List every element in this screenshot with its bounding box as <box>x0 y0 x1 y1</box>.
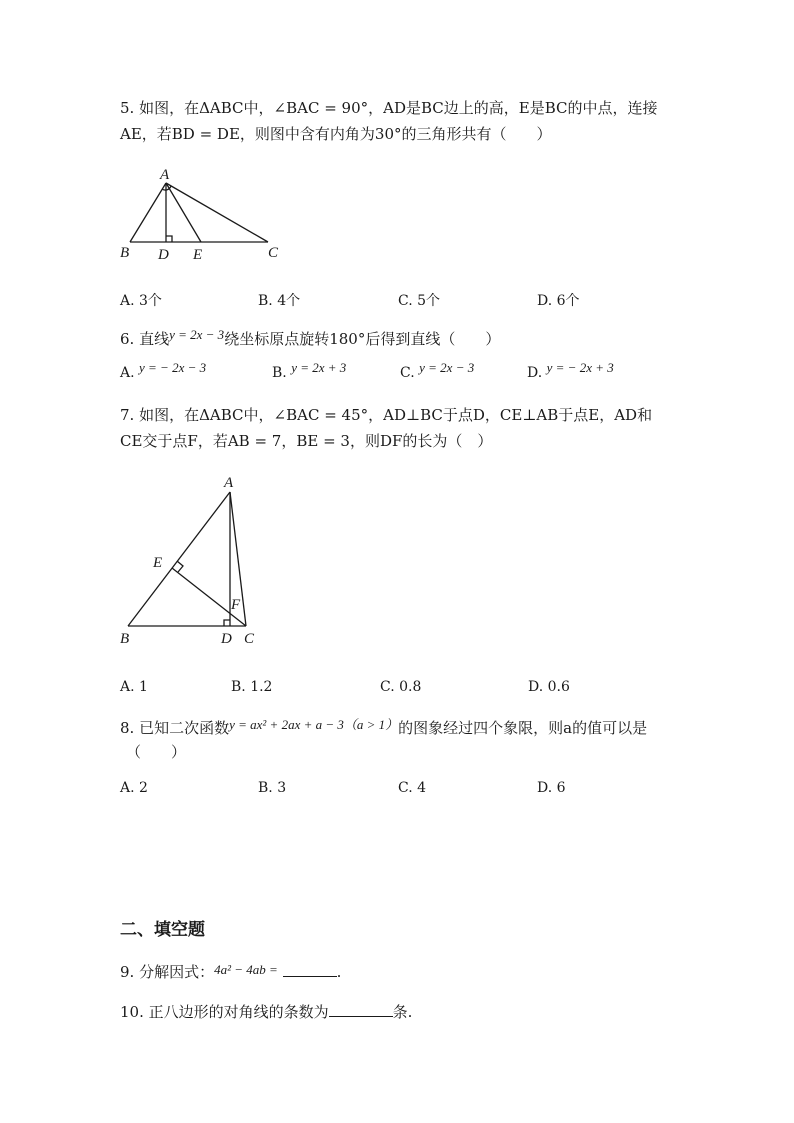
q6-stem-suffix: 绕坐标原点旋转180°后得到直线（ ） <box>224 330 501 348</box>
q8-stem-suffix: 的图象经过四个象限，则a的值可以是 <box>398 719 648 737</box>
q7-option-b[interactable]: B. 1.2 <box>231 679 273 695</box>
q8-option-d[interactable]: D. 6 <box>537 780 566 796</box>
q5-option-c[interactable]: C. 5个 <box>398 293 441 309</box>
q7-side-ab <box>128 492 230 626</box>
q5-triangle-figure <box>110 165 300 265</box>
q9-stem-prefix: 9. 分解因式： <box>120 963 215 981</box>
q8-option-b[interactable]: B. 3 <box>258 780 287 796</box>
q7-right-angle-mark-e <box>177 561 183 572</box>
q10-stem-prefix: 10. 正八边形的对角线的条数为 <box>120 1003 329 1021</box>
q6-stem-prefix: 6. 直线 <box>120 330 170 348</box>
q5-label-c: C <box>268 245 279 261</box>
q8-stem-line1 <box>120 717 647 738</box>
q7-option-a[interactable]: A. 1 <box>120 679 148 695</box>
section-title-fill-in: 二、填空题 <box>120 920 205 940</box>
q8-option-a[interactable]: A. 2 <box>120 780 148 796</box>
q6-option-d[interactable] <box>527 360 614 381</box>
q7-triangle-figure <box>110 470 280 650</box>
q8-stem-line2: （ ） <box>126 743 187 761</box>
q7-label-a: A <box>224 475 234 491</box>
q6-option-d-expr: y = − 2x + 3 <box>546 360 614 375</box>
q5-option-a[interactable]: A. 3个 <box>120 293 162 309</box>
q6-stem <box>120 328 500 349</box>
q7-label-f: F <box>231 597 241 613</box>
q6-option-a-letter: A. <box>120 365 135 381</box>
q6-option-c-expr: y = 2x − 3 <box>419 360 475 375</box>
q9-stem-end: . <box>336 963 342 981</box>
q6-stem-expression: y = 2x − 3 <box>169 327 225 342</box>
q5-stem-line1: 5. 如图，在ΔABC中，∠BAC = 90°，AD是BC边上的高，E是BC的中点，连接 <box>120 99 658 117</box>
q10-stem-end: 条. <box>392 1003 413 1021</box>
q6-option-b-expr: y = 2x + 3 <box>291 360 347 375</box>
q8-stem-prefix: 8. 已知二次函数 <box>120 719 230 737</box>
q6-option-a[interactable] <box>120 360 207 381</box>
q8-option-c[interactable]: C. 4 <box>398 780 427 796</box>
q6-option-a-expr: y = − 2x − 3 <box>139 360 207 375</box>
q7-option-d[interactable]: D. 0.6 <box>528 679 570 695</box>
q6-option-c-letter: C. <box>400 365 415 381</box>
q7-right-angle-mark-d <box>224 620 230 626</box>
q7-label-b: B <box>120 631 130 647</box>
q5-label-b: B <box>120 245 130 261</box>
q5-label-d: D <box>158 247 169 263</box>
q9-stem <box>120 961 341 982</box>
q6-option-b-letter: B. <box>272 365 287 381</box>
q8-stem-expression: y = ax² + 2ax + a − 3（a > 1） <box>229 717 399 732</box>
q7-stem-line2: CE交于点F，若AB = 7，BE = 3，则DF的长为（ ） <box>120 432 493 450</box>
q6-option-d-letter: D. <box>527 365 543 381</box>
q7-label-c: C <box>244 631 255 647</box>
q7-label-e: E <box>153 555 163 571</box>
q9-answer-blank[interactable] <box>283 976 337 977</box>
q5-median-ae <box>166 183 201 242</box>
q7-option-c[interactable]: C. 0.8 <box>380 679 422 695</box>
q5-label-a: A <box>160 167 170 183</box>
q5-right-angle-mark-d <box>166 236 172 242</box>
q10-answer-blank[interactable] <box>329 1016 393 1017</box>
q5-option-b[interactable]: B. 4个 <box>258 293 301 309</box>
q7-label-d: D <box>221 631 232 647</box>
q10-stem <box>120 1001 412 1022</box>
q5-side-ac <box>166 183 268 242</box>
q6-option-c[interactable] <box>400 360 475 381</box>
q5-label-e: E <box>193 247 203 263</box>
q5-side-ab <box>130 183 166 242</box>
q9-expression: 4a² − 4ab = <box>214 962 278 977</box>
q6-option-b[interactable] <box>272 360 347 381</box>
q7-stem-line1: 7. 如图，在ΔABC中，∠BAC = 45°，AD⊥BC于点D，CE⊥AB于点E，AD和 <box>120 406 653 424</box>
q5-stem-line2: AE，若BD = DE，则图中含有内角为30°的三角形共有（ ） <box>120 125 552 143</box>
q5-option-d[interactable]: D. 6个 <box>537 293 580 309</box>
